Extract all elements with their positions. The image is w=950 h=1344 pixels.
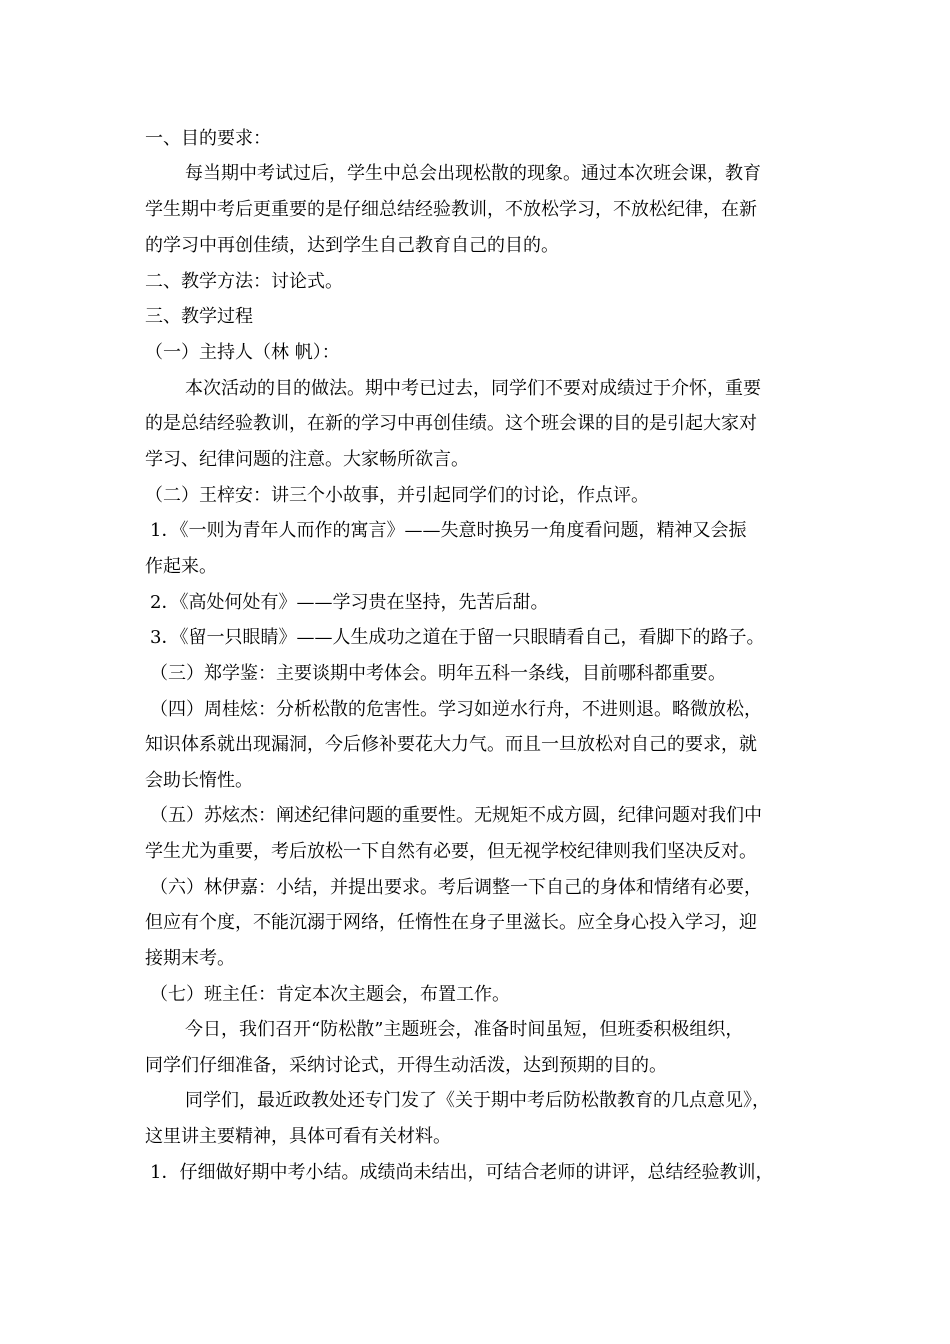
section-zhou: （四）周桂炫：分析松散的危害性。学习如逆水行舟，不进则退。略微放松， — [150, 699, 762, 720]
paragraph-line: 的是总结经验教训，在新的学习中再创佳绩。这个班会课的目的是引起大家对 — [145, 413, 757, 434]
section-lin: （六）林伊嘉：小结，并提出要求。考后调整一下自己的身体和情绪有必要， — [150, 877, 762, 898]
paragraph-line: 的学习中再创佳绩，达到学生自己教育自己的目的。 — [145, 235, 559, 256]
section-wang: （二）王梓安：讲三个小故事，并引起同学们的讨论，作点评。 — [145, 485, 649, 506]
list-item: 2．《高处何处有》——学习贵在坚持，先苦后甜。 — [150, 592, 549, 613]
heading-method: 二、教学方法：讨论式。 — [145, 271, 343, 292]
list-item: 3．《留一只眼睛》——人生成功之道在于留一只眼睛看自己，看脚下的路子。 — [150, 627, 765, 648]
paragraph-line: 作起来。 — [145, 556, 217, 577]
paragraph-line: 每当期中考试过后，学生中总会出现松散的现象。通过本次班会课，教育 — [185, 163, 761, 184]
paragraph-line: 知识体系就出现漏洞，今后修补要花大力气。而且一旦放松对自己的要求，就 — [145, 734, 757, 755]
section-su: （五）苏炫杰：阐述纪律问题的重要性。无规矩不成方圆，纪律问题对我们中 — [150, 805, 762, 826]
paragraph-line: 会助长惰性。 — [145, 770, 253, 791]
paragraph-line: 同学们仔细准备，采纳讨论式，开得生动活泼，达到预期的目的。 — [145, 1055, 667, 1076]
heading-process: 三、教学过程 — [145, 306, 253, 327]
paragraph-line: 这里讲主要精神，具体可看有关材料。 — [145, 1126, 451, 1147]
paragraph-line: 学习、纪律问题的注意。大家畅所欲言。 — [145, 449, 469, 470]
paragraph-line: 学生期中考后更重要的是仔细总结经验教训，不放松学习，不放松纪律，在新 — [145, 199, 757, 220]
paragraph-line: 但应有个度，不能沉溺于网络，任惰性在身子里滋长。应全身心投入学习，迎 — [145, 912, 757, 933]
paragraph-line: 接期末考。 — [145, 948, 235, 969]
list-item: 1．《一则为青年人而作的寓言》——失意时换另一角度看问题，精神又会振 — [150, 520, 747, 541]
paragraph-line: 学生尤为重要，考后放松一下自然有必要，但无视学校纪律则我们坚决反对。 — [145, 841, 757, 862]
heading-objectives: 一、目的要求： — [145, 128, 271, 149]
paragraph-line: 同学们，最近政教处还专门发了《关于期中考后防松散教育的几点意见》， — [185, 1090, 770, 1111]
list-item: 1．仔细做好期中考小结。成绩尚未结出，可结合老师的讲评，总结经验教训， — [150, 1162, 774, 1183]
paragraph-line: 今日，我们召开“防松散”主题班会，准备时间虽短，但班委积极组织， — [185, 1019, 744, 1040]
paragraph-line: 本次活动的目的做法。期中考已过去，同学们不要对成绩过于介怀，重要 — [185, 378, 761, 399]
section-host: （一）主持人（林 帆）： — [145, 342, 340, 363]
section-teacher: （七）班主任：肯定本次主题会，布置工作。 — [150, 984, 510, 1005]
section-zheng: （三）郑学鉴：主要谈期中考体会。明年五科一条线，目前哪科都重要。 — [150, 663, 726, 684]
